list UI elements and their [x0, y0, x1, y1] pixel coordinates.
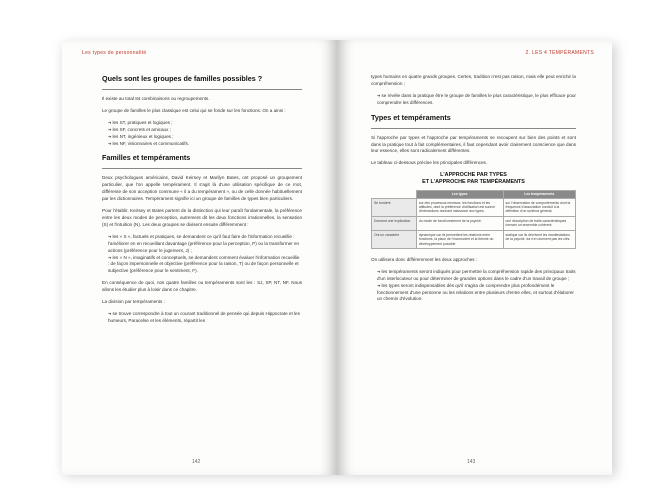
table-cell: sur des processus mentaux, les fonctions et les attitudes, dont la préférence d'utilisation est source d'interactions donnant naissance aux types. — [416, 198, 503, 216]
bullet-list — [102, 234, 302, 275]
paragraph: En conséquence de quoi, nos quatre familles ou tempéraments sont les : SJ, SP, NT, NF. Nous allons les étudier plus à loisir dans ce chapitre. — [102, 280, 302, 293]
paragraph: Il existe au total 84 combinaisons ou regroupements. — [102, 96, 210, 101]
empty-header-cell — [372, 191, 417, 198]
page-number: 142 — [192, 459, 201, 465]
paragraph: Le groupe de familles le plus classique est celui qui se fonde sur les fonctions. On a ainsi : — [102, 107, 286, 113]
table-cell: dynamique car ils permettent les relations entre fonctions, la place de l'inconscient et la théorie du développement possible. — [416, 230, 503, 248]
paragraph: On utilisera donc différemment les deux approches : — [371, 256, 478, 262]
table-cell: une description de traits caractéristiques formant un ensemble cohérent. — [503, 216, 575, 230]
paragraph: types humains en quatre grands groupes. Certes, tradition n'est pas raison, mais elle peut enrichir la compréhension ; — [371, 74, 576, 86]
table-row — [372, 216, 576, 230]
list-item: ➔ les « N », imaginatifs et conceptuels, se demandent comment évaluer l'information recueillie : de façon impersonnelle et objective (préférence pour la raison, T) ou de façon personnelle et subjective (préférence pour le sentiment, F). — [108, 255, 302, 276]
bullet-list — [371, 269, 576, 304]
left-page — [62, 40, 337, 475]
list-item: ➔ les « S », factuels et pratiques, se demandent ce qu'il faut faire de l'information recueillie : l'améliorer en en recueillant davantage (préférence pour la perception, P) ou la transformer en actions (préférence pour le jugement, J) ; — [108, 234, 302, 255]
list-item: ➔ se trouve correspondre à tout un courant traditionnel de pensée qui depuis Hippocrate et les humeurs, Paracelse et les éléments, répartit les — [108, 311, 302, 325]
page-number: 143 — [467, 459, 476, 465]
list-item: ➔ se révèle dans la pratique être le groupe de familles le plus caractéristique, le plus efficace pour comprendre les différences. — [377, 93, 576, 107]
right-page — [337, 40, 612, 475]
title-rule — [371, 128, 576, 129]
table-cell: du mode de fonctionnement de la psyché. — [416, 216, 503, 230]
table-row — [372, 198, 576, 216]
list-item: ➔ les tempéraments seront indiqués pour permettre la compréhension rapide des principaux traits d'un interlocuteur ou pour déterminer de grandes options dans le cadre d'un travail de groupe ; — [377, 269, 576, 283]
right-running-head: 2. LES 4 TEMPÉRAMENTS — [525, 50, 594, 56]
column-header: Les tempéraments — [503, 191, 575, 198]
section-title-families: Familles et tempéraments — [102, 153, 191, 163]
list-item: ➔ les types seront indispensables dès qu'il s'agira de comprendre plus profondément le fonctionnement d'une personne ou les relations entre plusieurs d'entre elles, et surtout d'élaborer un chemin d'évolution. — [377, 283, 576, 304]
paragraph: Le tableau ci-dessous précise les principales différences. — [371, 160, 488, 166]
left-running-head: Les types de personnalité — [82, 50, 147, 56]
bullet-list — [371, 93, 576, 107]
title-rule — [102, 168, 302, 169]
table-header-row — [372, 191, 576, 198]
right-page-content — [371, 74, 576, 308]
comparison-table — [371, 190, 576, 249]
row-header: Se fondent — [372, 198, 417, 216]
table-cell: statique car ils décrivent les manifestations de la psyché, da n'en donnent pas les clés. — [503, 230, 575, 248]
row-header: Donnent une explication — [372, 216, 417, 230]
table-title-line: ET L'APPROCHE PAR TEMPÉRAMENTS — [422, 179, 525, 186]
paragraph: Pour l'établir, Keirsey et Bates partent de la distinction qui leur paraît fondamentale, la préférence entre les deux modes de perception, autrement dit les deux fonctions irrationnelles, la sensation (S) et l'intuition (N). Les deux groupes se divisent ensuite différemment : — [102, 208, 302, 227]
title-rule — [102, 89, 302, 90]
left-page-content — [102, 74, 302, 330]
list-item: ➔ les NF, visionnaires et communicatifs. — [108, 141, 302, 148]
section-title-types: Types et tempéraments — [371, 112, 451, 122]
list-item: ➔ les SF, concrets et amicaux ; — [108, 127, 302, 134]
section-title-groups: Quels sont les groupes de familles possibles ? — [102, 74, 263, 83]
column-header: Les types — [416, 191, 503, 198]
table-row — [372, 230, 576, 248]
table-title — [371, 172, 576, 186]
bullet-list — [102, 311, 302, 325]
table-cell: sur l'observation de comportements dont la fréquence d'association conduit à la définition d'un schéma général. — [503, 198, 575, 216]
paragraph: La division par tempéraments : — [102, 299, 165, 305]
table-title-line: L'APPROCHE PAR TYPES — [440, 172, 507, 179]
function-list — [102, 120, 302, 148]
paragraph: Deux psychologues américains, David Keirsey et Marilyn Bates, ont proposé un groupement particulier, que l'on appelle tempérament. Il s'agit là d'une utilisation spécifique de ce mot, différente de son acception commune « il a du tempérament », ou de celle donnée habituellement par les dictionnaires. Tempérament signifie ici un groupe de familles de types bien particuliers. — [102, 175, 302, 202]
paragraph: Si l'approche par types et l'approche par tempéraments se recoupent sur bien des points et sont dans la pratique tout à fait complémentaires, il faut cependant avoir clairement conscience que dans leur essence, elles sont radicalement différentes. — [371, 134, 576, 154]
row-header: Ont un caractère — [372, 230, 417, 248]
list-item: ➔ les NT, ingénieux et logiques ; — [108, 134, 302, 141]
list-item: ➔ les ST, pratiques et logiques ; — [108, 120, 302, 127]
